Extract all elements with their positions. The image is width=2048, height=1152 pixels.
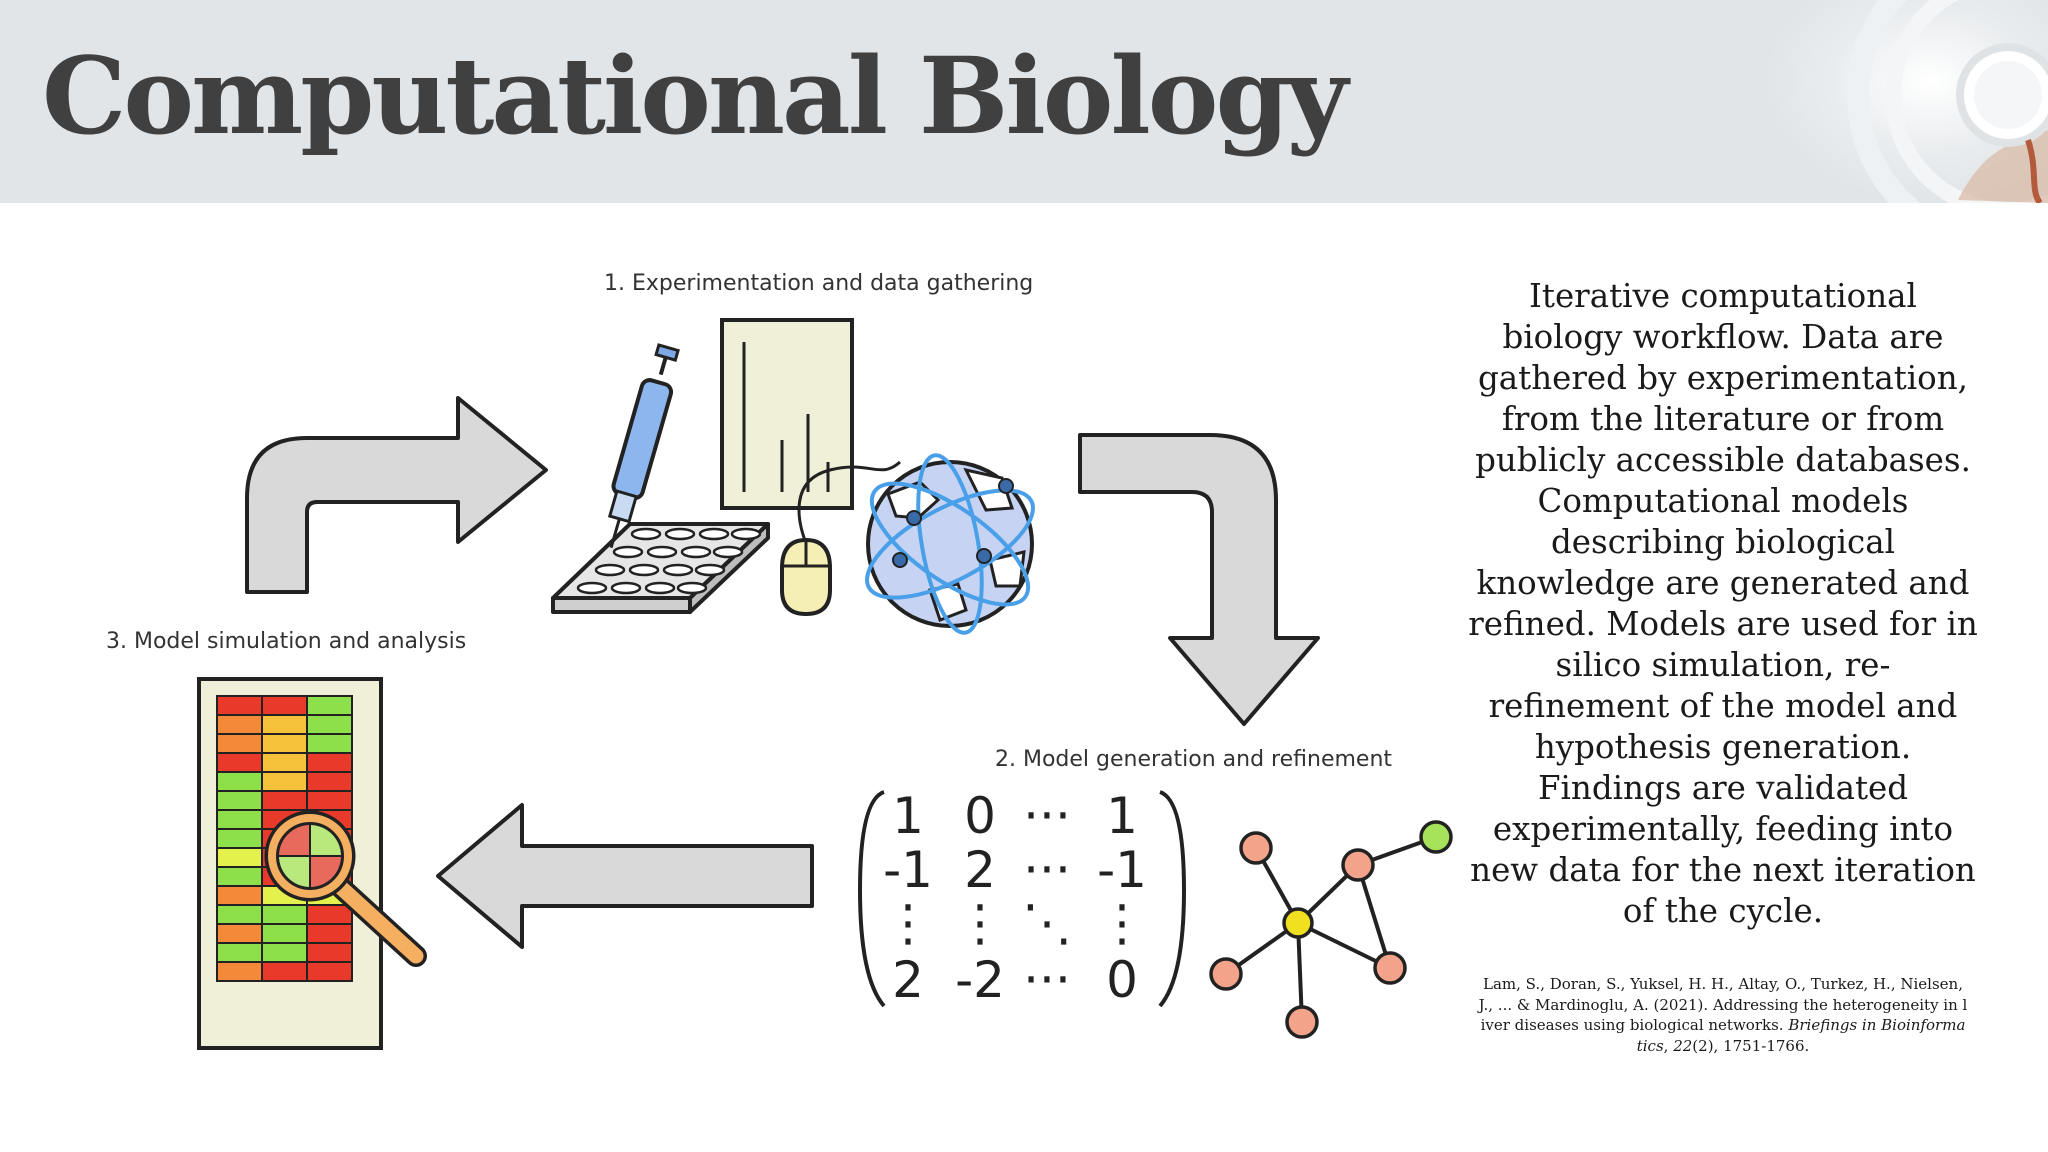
heatmap-cell — [217, 848, 262, 867]
heatmap-cell — [307, 772, 352, 791]
heatmap-cell — [307, 905, 352, 924]
heatmap-cell — [262, 943, 307, 962]
pipette-icon — [597, 344, 683, 552]
chart-paper-icon — [722, 320, 852, 508]
citation-separator: , — [1663, 1036, 1674, 1055]
heatmap-cell — [307, 943, 352, 962]
step1-label: 1. Experimentation and data gathering — [604, 271, 1034, 296]
title-bar — [0, 0, 2048, 203]
network-node — [1241, 833, 1271, 863]
heatmap-cell — [307, 791, 352, 810]
arrow-to-model-generation — [1080, 435, 1318, 724]
matrix-cell: 0 — [1106, 951, 1138, 1009]
matrix-cell: 1 — [1106, 787, 1138, 845]
citation — [1478, 974, 1968, 1056]
citation-journal: Briefings in Bioinformatics — [1636, 1016, 1966, 1055]
heatmap-cell — [307, 734, 352, 753]
matrix-cell: ··· — [1023, 787, 1071, 845]
arrow-to-simulation — [438, 805, 812, 947]
heatmap-cell — [307, 715, 352, 734]
slide-title: Computational Biology — [42, 33, 1346, 158]
matrix-cell: ⋮ — [883, 894, 933, 952]
heatmap-cell — [217, 715, 262, 734]
matrix-cell: ⋮ — [1097, 894, 1147, 952]
citation-authors: Lam, S., Doran, S., Yuksel, H. H., Altay, O., Turkez, H., Nielsen, J., ... & Mardinoglu, A. (2021). Addressing the heterogeneity in liver diseases using biological networks. — [1478, 975, 1968, 1034]
matrix-cell: 2 — [892, 951, 924, 1009]
heatmap-cell — [262, 696, 307, 715]
slide-description: Iterative computational biology workflow. Data are gathered by experimentation, from the literature or from publicly accessible databases. Computational models describing biological knowledge are generated and refined. Models are used for in silico simulation, re-refinement of the model and hypothesis generation. Findings are validated experimentally, feeding into new data for the next iteration of the cycle. — [1468, 277, 1978, 930]
heatmap-cell — [262, 753, 307, 772]
heatmap-cell — [217, 810, 262, 829]
heatmap-cell — [262, 772, 307, 791]
heatmap-cell — [307, 753, 352, 772]
arrow-to-experimentation — [247, 398, 546, 592]
matrix-icon — [860, 787, 1184, 1009]
heatmap-cell — [217, 924, 262, 943]
step2-label: 2. Model generation and refinement — [995, 747, 1393, 772]
heatmap-cell — [307, 962, 352, 981]
network-node-center — [1284, 909, 1312, 937]
matrix-cell: ··· — [1023, 951, 1071, 1009]
heatmap-cell — [262, 791, 307, 810]
heatmap-cell — [217, 943, 262, 962]
matrix-cell: ⋮ — [955, 894, 1005, 952]
heatmap-cell — [217, 829, 262, 848]
heatmap-cell — [217, 867, 262, 886]
heatmap-cell — [262, 734, 307, 753]
heatmap-cell — [307, 696, 352, 715]
matrix-cell: 2 — [964, 841, 996, 899]
heatmap-cell — [217, 734, 262, 753]
network-node — [1211, 959, 1241, 989]
matrix-cell: -1 — [1097, 841, 1147, 899]
workflow-diagram — [0, 203, 1460, 1152]
stethoscope-photo — [1768, 0, 2048, 203]
heatmap-cell — [217, 772, 262, 791]
heatmap-cell — [217, 791, 262, 810]
heatmap-cell — [262, 924, 307, 943]
network-node — [1287, 1007, 1317, 1037]
citation-issue-pages: (2), 1751-1766. — [1692, 1036, 1810, 1055]
heatmap-cell — [262, 962, 307, 981]
matrix-cell: 0 — [964, 787, 996, 845]
heatmap-cell — [217, 962, 262, 981]
matrix-cell: 1 — [892, 787, 924, 845]
network-node — [1421, 822, 1451, 852]
heatmap-cell — [307, 924, 352, 943]
citation-volume: 22 — [1673, 1036, 1693, 1055]
heatmap-cell — [262, 715, 307, 734]
heatmap-cell — [217, 886, 262, 905]
heatmap-cell — [217, 753, 262, 772]
matrix-cell: -2 — [955, 951, 1005, 1009]
matrix-cell: ··· — [1023, 841, 1071, 899]
heatmap-cell — [217, 905, 262, 924]
network-node — [1343, 850, 1373, 880]
well-plate-icon — [553, 524, 768, 612]
globe-database-icon — [852, 451, 1048, 638]
heatmap-cell — [262, 905, 307, 924]
step3-label: 3. Model simulation and analysis — [106, 629, 467, 654]
matrix-cell: -1 — [883, 841, 933, 899]
network-graph-icon — [1211, 822, 1451, 1037]
network-node — [1375, 953, 1405, 983]
matrix-cell: ⋱ — [1022, 894, 1072, 952]
heatmap-cell — [217, 696, 262, 715]
